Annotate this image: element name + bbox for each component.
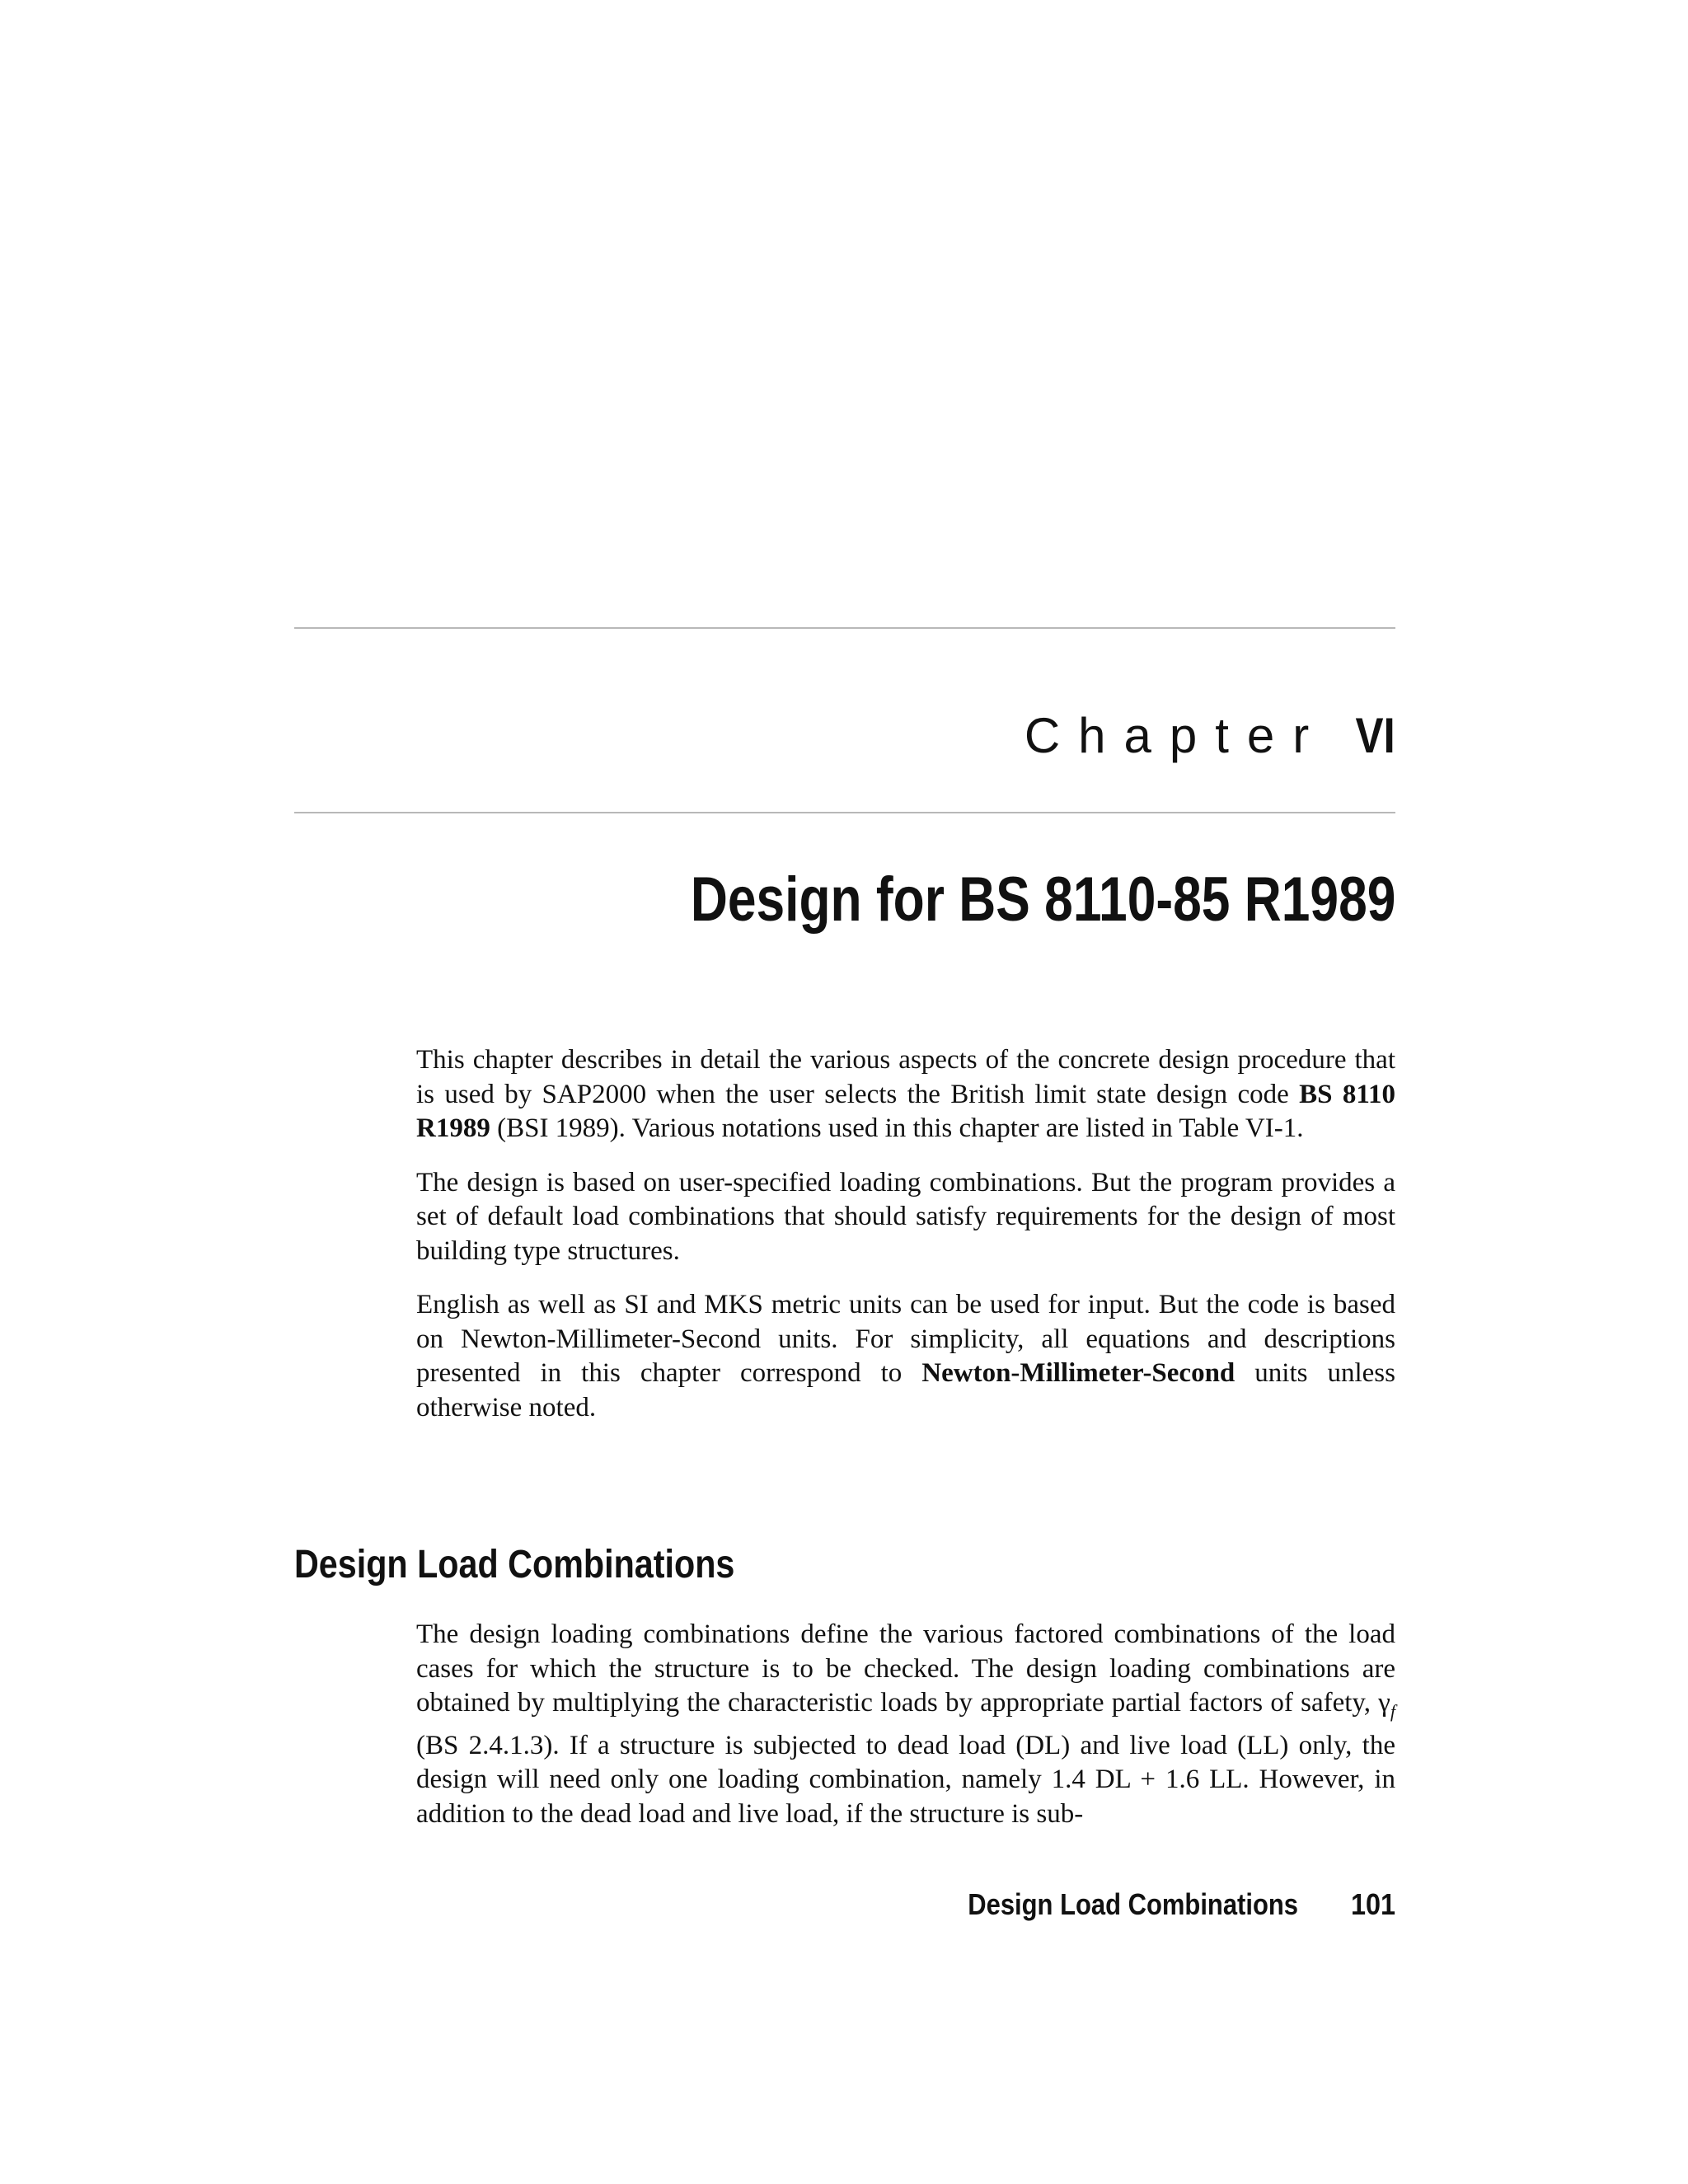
section-heading: Design Load Combinations [294,1543,735,1586]
gamma-symbol: γ [1378,1688,1390,1718]
load-paragraph-1 [416,1618,1395,1831]
gamma-subscript: f [1390,1701,1395,1722]
intro-p1-code: BS 8110 R1989 [416,1079,1396,1143]
intro-paragraph-2: The design is based on user-specified loading combinations. But the program provides a set of default load combinations that should satisfy requirements for the design of most building type structures. [416,1167,1395,1266]
chapter-top-rule [294,627,1395,629]
chapter-title: Design for BS 8110-85 R1989 [690,865,1395,935]
page-number: 101 [1350,1887,1395,1921]
intro-p3-text-a: English as well as SI and MKS metric units can be used for input. But the code is based on Newton-Millimeter-Second units. For simplicity, all equations and descriptions presented in this chapter correspond to [416,1290,1395,1388]
intro-section [416,1043,1395,1445]
intro-p1-text-b: (BSI 1989). Various notations used in this chapter are listed in Table VI-1. [490,1113,1304,1143]
intro-p1-text-a: This chapter describes in detail the various aspects of the concrete design procedure that is used by SAP2000 when the user selects the British limit state design code [416,1045,1395,1109]
load-p1-text-b: (BS 2.4.1.3). If a structure is subjected to dead load (DL) and live load (LL) only, the design will need only one loading combination, namely 1.4 DL + 1.6 LL. However, in addition to the dead load and live load, if the structure is sub- [416,1730,1395,1829]
chapter-number: VI [1355,708,1395,763]
intro-p3-text-b: units unless otherwise noted. [416,1358,1395,1422]
chapter-bottom-rule [294,812,1395,813]
load-p1-text-a: The design loading combinations define the various factored combinations of the load cases for which the structure is to be checked. The design loading combinations are obtained by multiplying the characteristic loads by appropriate partial factors of safety, [416,1619,1395,1718]
intro-paragraph-1 [416,1043,1395,1146]
page-footer [914,1887,1395,1922]
chapter-heading [1025,707,1395,764]
intro-paragraph-3 [416,1288,1395,1425]
footer-title: Design Load Combinations [968,1887,1298,1921]
chapter-label: Chapter [1024,708,1328,763]
load-combinations-section [416,1618,1395,1851]
intro-p3-units: Newton-Millimeter-Second [921,1358,1236,1388]
